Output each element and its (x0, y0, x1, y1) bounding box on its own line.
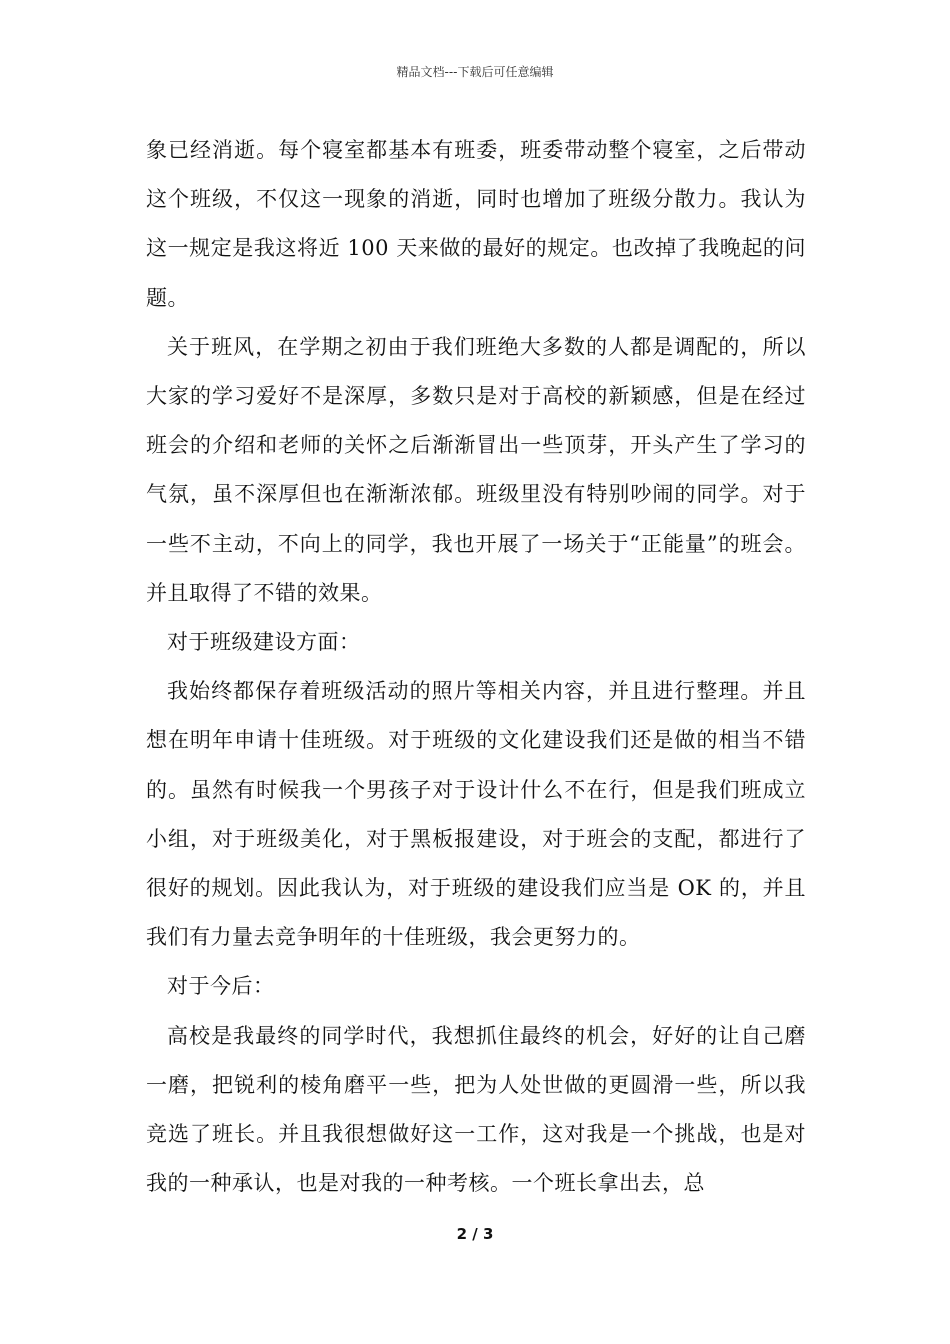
paragraph-class-style: 关于班风，在学期之初由于我们班绝大多数的人都是调配的，所以大家的学习爱好不是深厚，多数只是对于高校的新颖感，但是在经过班会的介绍和老师的关怀之后渐渐冒出一些顶芽，开头产生了学习的气氛，虽不深厚但也在渐渐浓郁。班级里没有特别吵闹的同学。对于一些不主动，不向上的同学，我也开展了一场关于“正能量”的班会。并且取得了不错的效果。 (146, 334, 806, 605)
paragraph-1: 象已经消逝。每个寝室都基本有班委，班委带动整个寝室，之后带动这个班级，不仅这一现象的消逝，同时也增加了班级分散力。我认为这一规定是我这将近 100 天来做的最好的规定。也改掉了我晚起的问题。 (146, 138, 806, 310)
page-number: 2 / 3 (456, 1225, 494, 1243)
page-header: 精品文档---下载后可任意编辑 (396, 65, 554, 79)
heading-future: 对于今后： (167, 974, 275, 999)
paragraph-class-building: 我始终都保存着班级活动的照片等相关内容，并且进行整理。并且想在明年申请十佳班级。对于班级的文化建设我们还是做的相当不错的。虽然有时候我一个男孩子对于设计什么不在行，但是我们班成立小组，对于班级美化，对于黑板报建设，对于班会的支配，都进行了很好的规划。因此我认为，对于班级的建设我们应当是 OK 的，并且我们有力量去竞争明年的十佳班级，我会更努力的。 (146, 679, 806, 950)
paragraph-future: 高校是我最终的同学时代，我想抓住最终的机会，好好的让自己磨一磨，把锐利的棱角磨平一些，把为人处世做的更圆滑一些，所以我竞选了班长。并且我很想做好这一工作，这对我是一个挑战，也是对我的一种承认，也是对我的一种考核。一个班长拿出去，总 (146, 1023, 806, 1196)
heading-class-building: 对于班级建设方面： (167, 630, 361, 655)
document-body (146, 126, 806, 1208)
